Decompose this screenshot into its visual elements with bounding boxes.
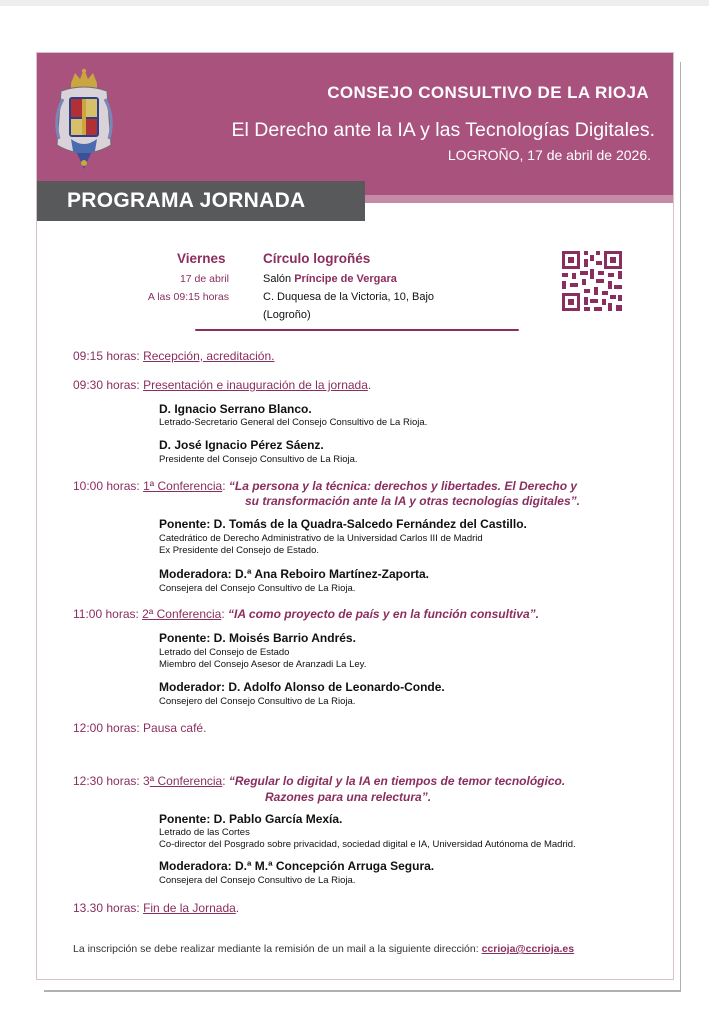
moderator-name: Moderadora: D.ª Ana Reboiro Martínez-Zaporta. [159,567,430,581]
speaker-role: Letrado del Consejo de Estado [159,647,290,658]
venue-room-prefix: Salón [263,273,295,285]
header-banner [37,53,674,199]
event-divider-line [195,329,519,331]
speaker-role: Co-director del Posgrado sobre privacidad, sociedad digital e IA, Universidad Autónoma de Madrid. [159,839,576,850]
schedule-label: 1ª Conferencia [143,479,223,493]
speaker-role: Letrado de las Cortes [159,827,250,838]
schedule-label: Presentación e inauguración de la jornada [143,378,368,392]
schedule-opening: 09:30 horas: Presentación e inauguración de la jornada. [73,378,372,392]
event-date: 17 de abril [179,273,229,285]
coat-of-arms-icon [49,65,119,175]
conference-title: “IA como proyecto de país y en la función consultiva”. [228,607,539,621]
conference-title-line-2 [265,790,431,804]
schedule-time: 10:00 horas: [73,479,144,493]
conference-title-line-1: “La persona y la técnica: derechos y libertades. El Derecho y [228,479,578,493]
registration-text: La inscripción se debe realizar mediante la remisión de un mail a la siguiente dirección: [73,943,482,955]
venue-address: C. Duquesa de la Victoria, 10, Bajo [263,291,435,303]
venue-room [263,273,397,285]
schedule-conference-3: 12:30 horas: 3ª Conferencia: “Regular lo digital y la IA en tiempos de temor tecnológico. [73,774,566,788]
schedule-conference-2: 11:00 horas: 2ª Conferencia: “IA como proyecto de país y en la función consultiva”. [73,607,539,621]
conference-title-line-2 [245,494,580,508]
moderator-role: Consejera del Consejo Consultivo de La Rioja. [159,583,356,594]
speaker-role: Catedrático de Derecho Administrativo de la Universidad Carlos III de Madrid [159,533,483,544]
organization-title: CONSEJO CONSULTIVO DE LA RIOJA [327,83,649,102]
qr-code-icon[interactable] [560,249,624,313]
schedule-reception [73,349,274,363]
schedule-time: 12:30 horas: 3 [73,774,150,788]
speaker-name: Ponente: D. Tomás de la Quadra-Salcedo Fernández del Castillo. [159,517,527,531]
schedule-time: 11:00 horas: [73,607,143,621]
moderator-role: Consejero del Consejo Consultivo de La Rioja. [159,696,356,707]
event-subtitle: El Derecho ante la IA y las Tecnologías Digitales. [231,119,655,141]
event-time: A las 09:15 horas [147,291,229,303]
schedule-label: 2ª Conferencia [142,607,222,621]
speaker-name: D. Ignacio Serrano Blanco. [159,402,312,416]
registration-note [73,943,574,955]
venue-city: (Logroño) [263,309,311,321]
schedule-label: Fin de la Jornada [143,901,236,915]
schedule-time: 13.30 horas: [73,901,144,915]
schedule-time: 09:30 horas: [73,378,144,392]
moderator-name: Moderador: D. Adolfo Alonso de Leonardo-Conde. [159,680,445,694]
schedule-closing: 13.30 horas: Fin de la Jornada. [73,901,240,915]
event-location-date: LOGROÑO, 17 de abril de 2026. [447,147,651,163]
program-label: PROGRAMA JORNADA [37,181,365,221]
speaker-role: Miembro del Consejo Asesor de Aranzadi La Ley. [159,659,367,670]
conference-title-line-1: “Regular lo digital y la IA en tiempos de temor tecnológico. [228,774,566,788]
moderator-name: Moderadora: D.ª M.ª Concepción Arruga Segura. [159,859,435,873]
conference-title-end: ”. [421,790,432,804]
top-edge [0,0,709,6]
event-day: Viernes [177,251,226,266]
speaker-name: Ponente: D. Moisés Barrio Andrés. [159,631,356,645]
schedule-time: 09:15 horas: [73,349,144,363]
speaker-role: Ex Presidente del Consejo de Estado. [159,545,320,556]
venue-room-name: Príncipe de Vergara [294,273,397,285]
document-page [36,52,674,980]
speaker-role: Letrado-Secretario General del Consejo Consultivo de La Rioja. [159,417,428,428]
registration-email-link[interactable]: ccrioja@ccrioja.es [481,943,575,955]
schedule-label: ª Conferencia [149,774,223,788]
conference-title-text: su transformación ante la IA y otras tecnologías digitales [245,494,571,508]
schedule-label: Recepción, acreditación. [143,349,275,363]
schedule-coffee-break: 12:00 horas: Pausa café. [73,721,207,735]
moderator-role: Consejera del Consejo Consultivo de La Rioja. [159,875,356,886]
schedule-conference-1: 10:00 horas: 1ª Conferencia: “La persona y la técnica: derechos y libertades. El Derecho y [73,479,578,493]
conference-title-text: Razones para una relectura [265,790,422,804]
venue-name: Círculo logroñés [263,251,371,266]
speaker-name: Ponente: D. Pablo García Mexía. [159,812,343,826]
speaker-name: D. José Ignacio Pérez Sáenz. [159,438,324,452]
conference-title-end: ”. [570,494,580,508]
speaker-role: Presidente del Consejo Consultivo de La Rioja. [159,454,358,465]
